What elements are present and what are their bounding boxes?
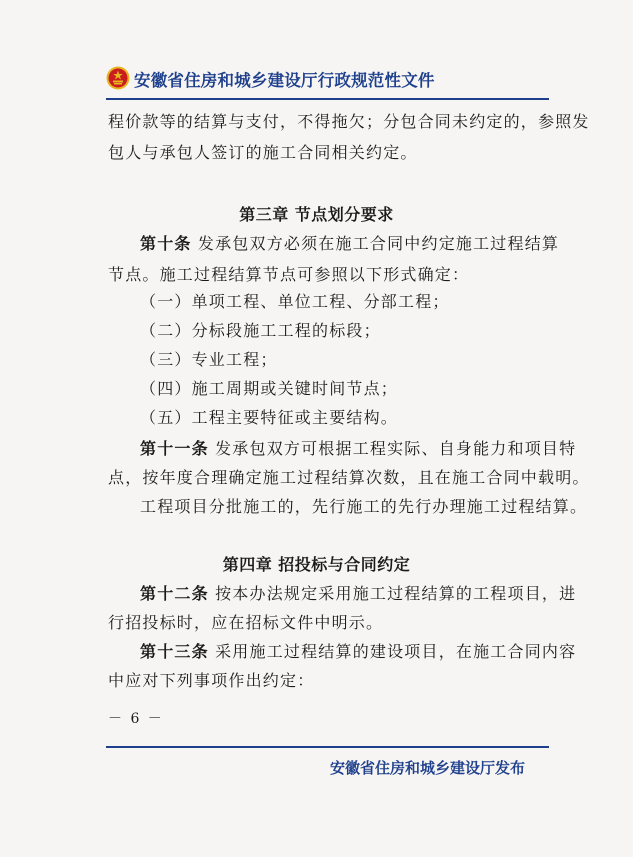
- list-item: （五）工程主要特征或主要结构。: [140, 408, 399, 427]
- article-13: [140, 636, 588, 667]
- header-title: 安徽省住房和城乡建设厅行政规范性文件: [134, 71, 435, 90]
- header-divider: [106, 98, 549, 100]
- article-label: 第十一条: [140, 439, 209, 458]
- article-12: [140, 578, 588, 609]
- national-emblem-icon: [106, 66, 130, 90]
- article-text: 按本办法规定采用施工过程结算的工程项目，进: [215, 584, 577, 603]
- article-10: [140, 228, 588, 259]
- article-label: 第十二条: [140, 584, 209, 603]
- article-text: 发承包双方必须在施工合同中约定施工过程结算: [197, 234, 560, 253]
- paragraph-line: 程价款等的结算与支付，不得拖欠；分包合同未约定的，参照发: [108, 112, 590, 131]
- paragraph-line: 节点。施工过程结算节点可参照以下形式确定：: [108, 265, 470, 284]
- list-item: （三）专业工程；: [140, 350, 278, 369]
- footer-publisher: 安徽省住房和城乡建设厅发布: [330, 759, 526, 777]
- paragraph-line: 行招投标时，应在招标文件中明示。: [108, 613, 384, 632]
- list-item: （四）施工周期或关键时间节点；: [140, 379, 399, 398]
- chapter-title: 第四章 招投标与合同约定: [222, 555, 411, 574]
- paragraph-line: 包人与承包人签订的施工合同相关约定。: [108, 143, 418, 162]
- list-item: （一）单项工程、单位工程、分部工程；: [140, 292, 450, 311]
- article-label: 第十条: [140, 234, 192, 253]
- paragraph-line: 点，按年度合理确定施工过程结算次数，且在施工合同中载明。: [108, 468, 590, 487]
- header: [106, 66, 546, 96]
- paragraph-line: 中应对下列事项作出约定：: [108, 671, 315, 690]
- article-11: [140, 433, 588, 464]
- list-item: （二）分标段施工工程的标段；: [140, 321, 381, 340]
- article-text: 采用施工过程结算的建设项目，在施工合同内容: [215, 642, 577, 661]
- footer-divider: [106, 746, 549, 748]
- page-number: － 6 －: [108, 711, 164, 727]
- chapter-title: 第三章 节点划分要求: [239, 205, 394, 224]
- article-text: 发承包双方可根据工程实际、自身能力和项目特: [215, 439, 577, 458]
- article-label: 第十三条: [140, 642, 209, 661]
- paragraph-line: 工程项目分批施工的，先行施工的先行办理施工过程结算。: [140, 497, 588, 516]
